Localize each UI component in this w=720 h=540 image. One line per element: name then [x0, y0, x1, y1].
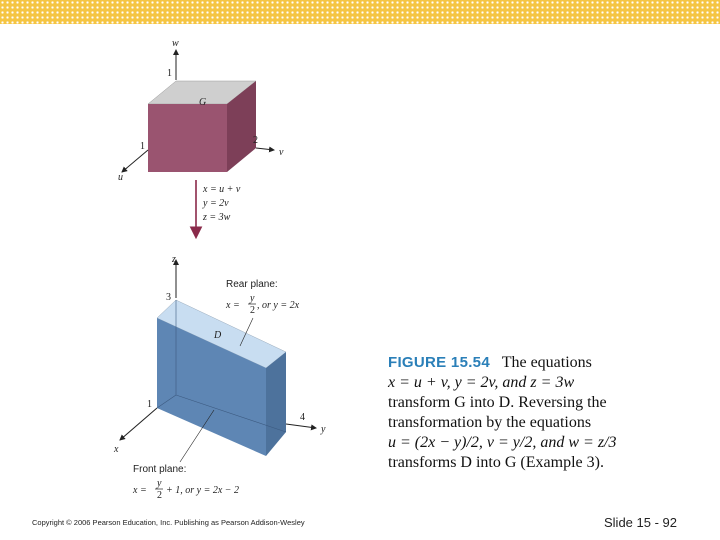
figure-caption: [388, 353, 708, 473]
caption-line-2: x = u + v, y = 2v, and z = 3w: [388, 374, 575, 391]
w-axis-label: w: [172, 38, 179, 49]
caption-line-1-text: The equations: [501, 354, 592, 371]
v-axis-label: v: [279, 147, 284, 158]
region-d-label: D: [214, 330, 222, 341]
x-axis: [120, 408, 157, 440]
front-plane-eq-den: 2: [157, 490, 162, 501]
y-tick-label: 4: [300, 412, 305, 423]
front-plane-eq-num: y: [157, 478, 162, 489]
u-axis-label: u: [118, 172, 123, 183]
box-g-front-face: [148, 104, 227, 172]
x-axis-label: x: [114, 444, 119, 455]
caption-line-4: transformation by the equations: [388, 414, 592, 431]
transform-eq-3: z = 3w: [203, 212, 231, 223]
w-tick-label: 1: [167, 68, 172, 79]
z-tick-label: 3: [166, 292, 171, 303]
caption-line-6: transforms D into G (Example 3).: [388, 454, 604, 471]
z-axis-label: z: [172, 254, 176, 265]
y-axis-label: y: [321, 424, 326, 435]
box-d: [113, 254, 326, 501]
transform-eq-1: x = u + v: [203, 184, 241, 195]
v-tick-label: 2: [253, 135, 258, 146]
figure-label: FIGURE 15.54: [388, 354, 490, 371]
front-plane-eq-lhs: x =: [133, 485, 147, 496]
region-g-label: G: [199, 97, 207, 108]
caption-line-3: transform G into D. Reversing the: [388, 394, 607, 411]
rear-plane-eq-den: 2: [250, 305, 255, 316]
rear-plane-title: Rear plane:: [226, 279, 278, 290]
transform-eq-2: y = 2v: [203, 198, 229, 209]
rear-plane-eq-rest: , or y = 2x: [257, 300, 300, 311]
slide-number: Slide 15 - 92: [604, 515, 677, 530]
rear-plane-eq-num: y: [250, 293, 255, 304]
caption-line-5: u = (2x − y)/2, v = y/2, and w = z/3: [388, 434, 617, 451]
front-plane-title: Front plane:: [133, 464, 187, 475]
y-axis: [286, 424, 316, 428]
u-tick-label: 1: [140, 141, 145, 152]
copyright-notice: Copyright © 2006 Pearson Education, Inc. Publishing as Pearson Addison-Wesley: [32, 518, 305, 527]
box-d-side-face: [266, 352, 286, 456]
box-g: [118, 38, 284, 183]
u-axis: [122, 150, 148, 172]
caption-line-1: [388, 353, 708, 373]
transformation-arrow: [196, 180, 241, 236]
rear-plane-eq-lhs: x =: [226, 300, 240, 311]
x-tick-label: 1: [147, 399, 152, 410]
front-plane-eq-rest: + 1, or y = 2x − 2: [166, 485, 240, 496]
v-axis: [256, 148, 274, 150]
